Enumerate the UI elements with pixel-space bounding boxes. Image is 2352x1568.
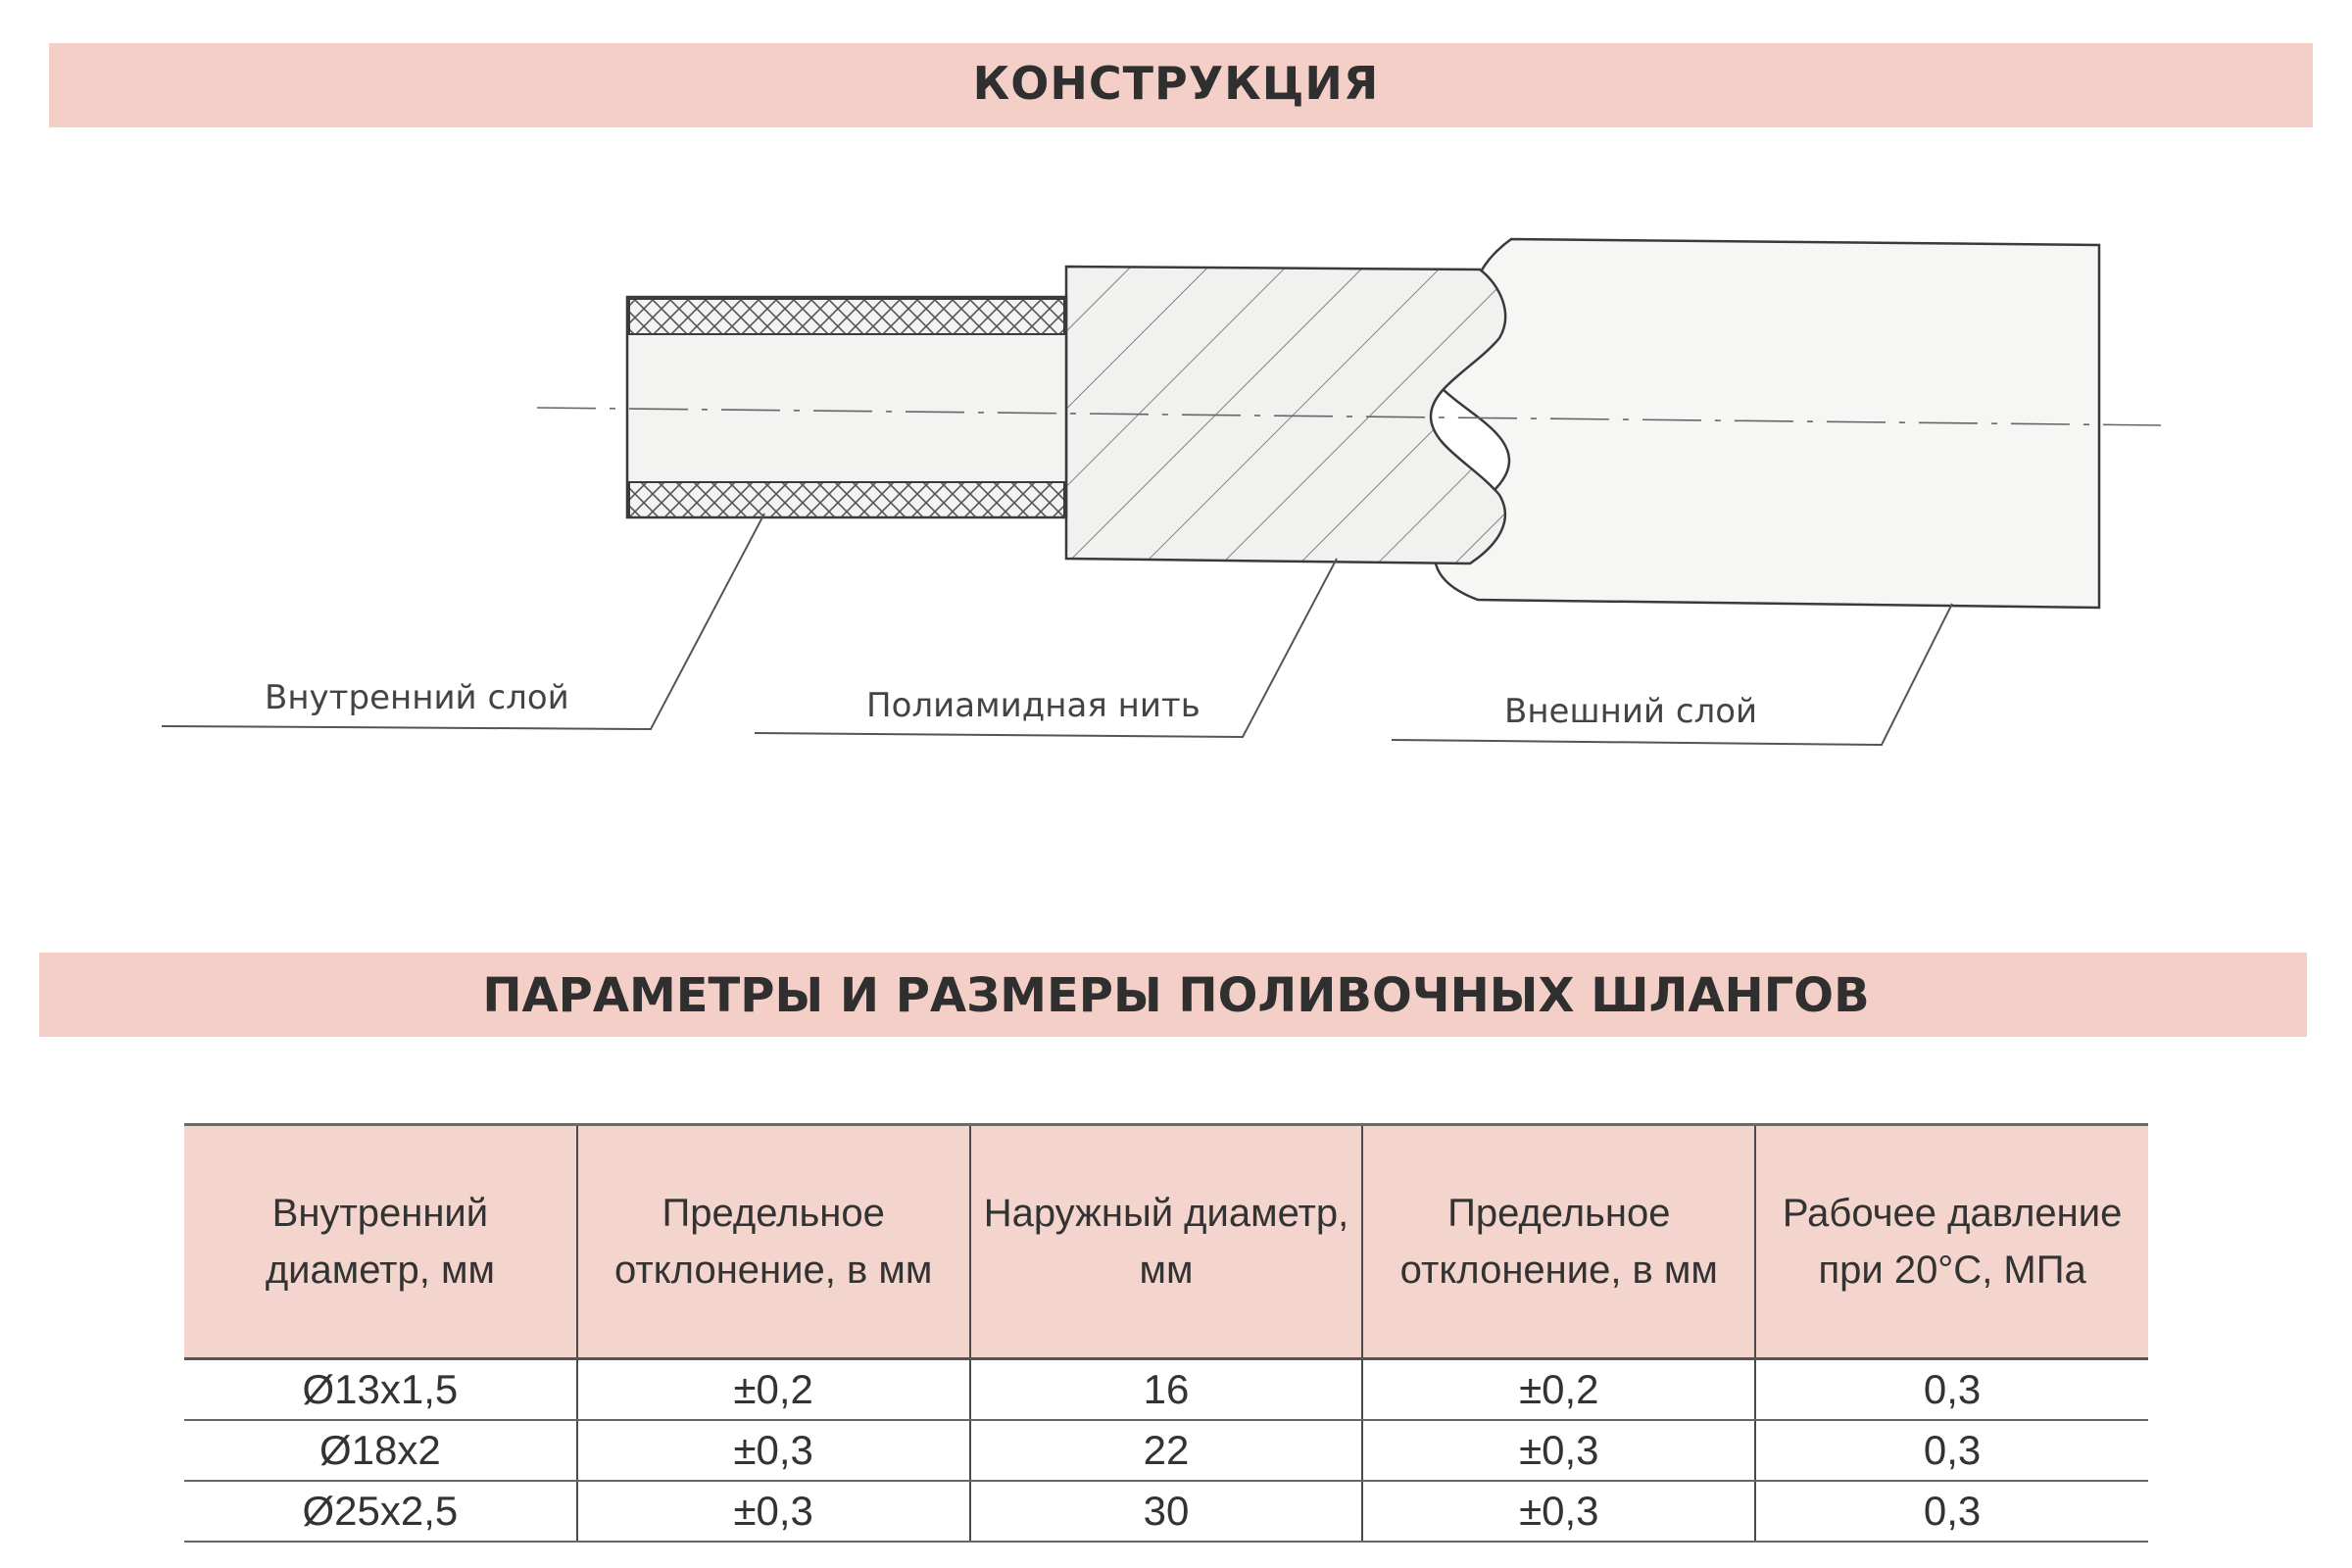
table-cell: ±0,2	[577, 1359, 970, 1421]
table-cell: ±0,3	[577, 1481, 970, 1542]
table-cell: ±0,3	[1362, 1481, 1755, 1542]
outer-layer-label: Внешний слой	[1504, 692, 1758, 731]
table-cell: 0,3	[1755, 1481, 2148, 1542]
table-cell: Ø25х2,5	[184, 1481, 577, 1542]
table-cell: ±0,3	[577, 1420, 970, 1481]
table-cell: 30	[970, 1481, 1363, 1542]
table-cell: 22	[970, 1420, 1363, 1481]
inner-layer-label: Внутренний слой	[265, 678, 569, 717]
outer-layer-shape	[1435, 239, 2099, 608]
table-cell: 0,3	[1755, 1359, 2148, 1421]
table-cell: 16	[970, 1359, 1363, 1421]
table-cell: ±0,2	[1362, 1359, 1755, 1421]
construction-title: КОНСТРУКЦИЯ	[972, 57, 1380, 110]
table-cell: 0,3	[1755, 1420, 2148, 1481]
table-cell: Ø13х1,5	[184, 1359, 577, 1421]
header-inner-diameter: Внутренний диаметр, мм	[184, 1125, 577, 1359]
table-row	[184, 1481, 2148, 1542]
header-outer-diameter: Наружный диаметр, мм	[970, 1125, 1363, 1359]
params-table	[184, 1123, 2148, 1543]
table-header-row	[184, 1125, 2148, 1359]
table-cell: Ø18х2	[184, 1420, 577, 1481]
table-cell: ±0,3	[1362, 1420, 1755, 1481]
header-tolerance-outer: Предельное отклонение, в мм	[1362, 1125, 1755, 1359]
table-row	[184, 1359, 2148, 1421]
header-working-pressure: Рабочее давление при 20°С, МПа	[1755, 1125, 2148, 1359]
params-title: ПАРАМЕТРЫ И РАЗМЕРЫ ПОЛИВОЧНЫХ ШЛАНГОВ	[482, 968, 1870, 1023]
table-row	[184, 1420, 2148, 1481]
header-tolerance-inner: Предельное отклонение, в мм	[577, 1125, 970, 1359]
thread-layer-label: Полиамидная нить	[866, 686, 1200, 725]
